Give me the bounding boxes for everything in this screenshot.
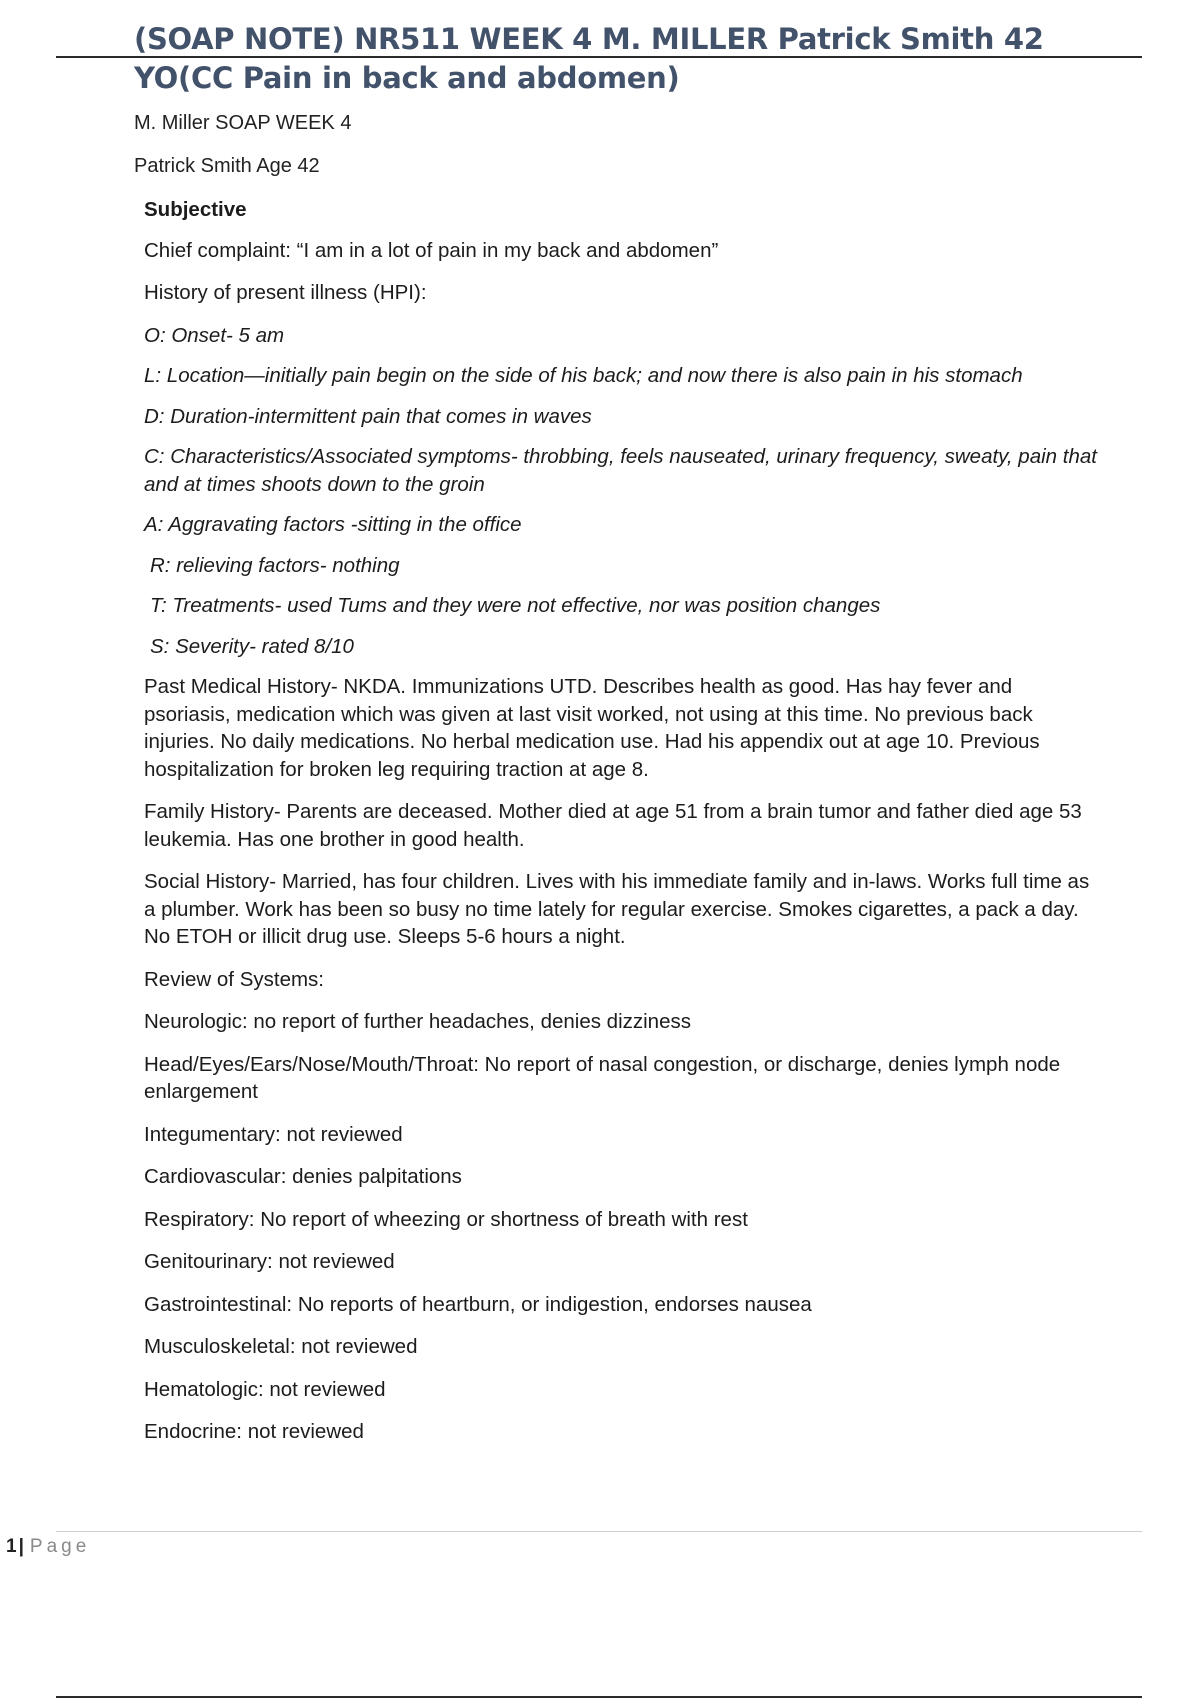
page-separator: |: [18, 1536, 24, 1557]
ros-heading: Review of Systems:: [144, 967, 324, 991]
hpi-aggravating: A: Aggravating factors -sitting in the office: [144, 513, 522, 536]
past-medical-history: Past Medical History- NKDA. Immunizations UTD. Describes health as good. Has hay fever and psoriasis, medication which was given at last visit worked, not using at this time. No previous back injuries. No daily medications. No herbal medication use. Had his appendix out at age 10. Previous hospitalization for broken leg requiring traction at age 8.: [144, 675, 1040, 781]
patient-line: Patrick Smith Age 42: [134, 155, 320, 177]
hpi-treatments: T: Treatments- used Tums and they were not effective, nor was position changes: [150, 594, 881, 617]
chief-complaint: Chief complaint: “I am in a lot of pain in my back and abdomen”: [144, 238, 719, 262]
ros-genitourinary: Genitourinary: not reviewed: [144, 1250, 395, 1273]
ros-gastrointestinal: Gastrointestinal: No reports of heartburn, or indigestion, endorses nausea: [144, 1292, 812, 1316]
document-subtitle: M. Miller SOAP WEEK 4: [134, 112, 352, 134]
hpi-onset: O: Onset- 5 am: [144, 323, 285, 347]
page-number: 1: [6, 1536, 17, 1557]
hpi-location: L: Location—initially pain begin on the side of his back; and now there is also pain in his stomach: [144, 364, 1023, 387]
ros-endocrine: Endocrine: not reviewed: [144, 1420, 364, 1443]
subjective-heading: Subjective: [144, 198, 247, 221]
ros-neurologic: Neurologic: no report of further headaches, denies dizziness: [144, 1010, 691, 1033]
subjective-section: [144, 196, 1104, 1461]
hpi-heading: History of present illness (HPI):: [144, 281, 427, 304]
next-page-rule: [56, 1696, 1142, 1698]
ros-respiratory: Respiratory: No report of wheezing or shortness of breath with rest: [144, 1207, 748, 1231]
page-footer: [6, 1535, 90, 1559]
ros-heent: Head/Eyes/Ears/Nose/Mouth/Throat: No report of nasal congestion, or discharge, denies lymph node enlargement: [144, 1052, 1061, 1103]
hpi-duration: D: Duration-intermittent pain that comes in waves: [144, 404, 592, 428]
hpi-characteristics: C: Characteristics/Associated symptoms- throbbing, feels nauseated, urinary frequency, sweaty, pain that and at times shoots down to the groin: [144, 445, 1097, 496]
ros-musculoskeletal: Musculoskeletal: not reviewed: [144, 1335, 418, 1358]
document-title: (SOAP NOTE) NR511 WEEK 4 M. MILLER Patrick Smith 42 YO(CC Pain in back and abdomen): [134, 22, 1044, 95]
ros-cardiovascular: Cardiovascular: denies palpitations: [144, 1165, 462, 1188]
family-history: Family History- Parents are deceased. Mother died at age 51 from a brain tumor and father died age 53 leukemia. Has one brother in good health.: [144, 800, 1082, 851]
hpi-severity: S: Severity- rated 8/10: [150, 634, 354, 658]
ros-hematologic: Hematologic: not reviewed: [144, 1377, 386, 1401]
page-word: Page: [29, 1536, 91, 1557]
ros-integumentary: Integumentary: not reviewed: [144, 1122, 403, 1146]
footer-divider: [56, 1531, 1142, 1532]
hpi-relieving: R: relieving factors- nothing: [150, 553, 400, 577]
social-history: Social History- Married, has four children. Lives with his immediate family and in-laws. Works full time as a plumber. Work has been so busy no time lately for regular exercise. Smokes cigarettes, a pack a day. No ETOH or illicit drug use. Sleeps 5-6 hours a night.: [144, 870, 1090, 948]
